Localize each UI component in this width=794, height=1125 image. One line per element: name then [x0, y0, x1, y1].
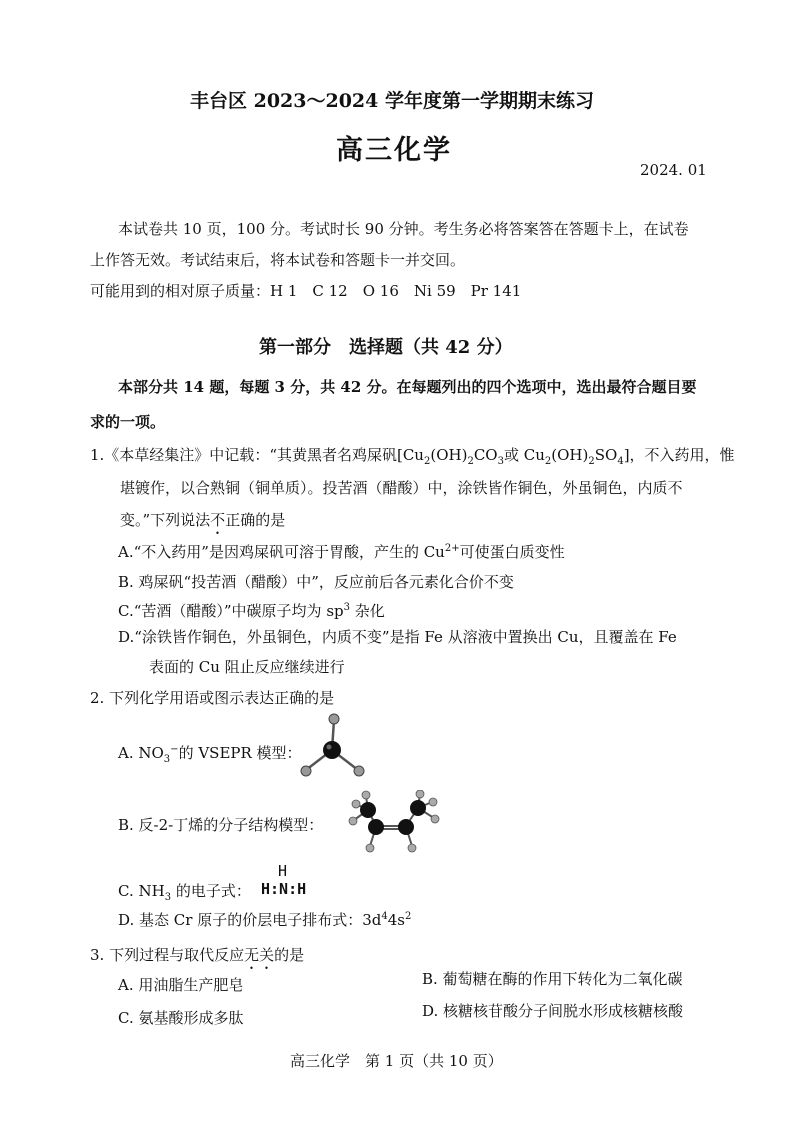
- q1-option-d-line-2: 表面的 Cu 阻止反应继续进行: [149, 658, 345, 676]
- q2-stem: 2. 下列化学用语或图示表达正确的是: [90, 689, 335, 707]
- instructions-line-1: 本试卷共 10 页，100 分。考试时长 90 分钟。考生务必将答案答在答题卡上，在试卷: [118, 220, 689, 238]
- section-desc-line-1: 本部分共 14 题，每题 3 分，共 42 分。在每题列出的四个选项中，选出最符合题目要: [118, 378, 697, 396]
- q3-option-b[interactable]: B. 葡萄糖在酶的作用下转化为二氧化碳: [422, 970, 683, 988]
- q2-option-a[interactable]: A. $NO_3^-$的 VSEPR 模型：: [118, 744, 302, 765]
- section-heading: 第一部分 选择题（共 42 分）: [259, 337, 513, 358]
- atomic-masses: 可能用到的相对原子质量：H 1 C 12 O 16 Ni 59 Pr 141: [90, 282, 522, 300]
- q3-option-d[interactable]: D. 核糖核苷酸分子间脱水形成核糖核酸: [422, 1002, 684, 1020]
- nh3-lewis-formula: H:N:H: [261, 880, 307, 898]
- q1-option-a[interactable]: A.“不入药用”是因鸡屎矾可溶于胃酸，产生的 $Cu^{2+}$可使蛋白质变性: [118, 543, 565, 561]
- vsepr-model-image: [292, 708, 372, 788]
- q3-stem: 3. 下列过程与取代反应无关的是: [90, 946, 305, 964]
- q1-stem-line-2: 堪镀作，以合熟铜（铜单质）。投苦酒（醋酸）中，涂铁皆作铜色，外虽铜色，内质不: [120, 479, 683, 497]
- q2-option-b[interactable]: B. 反-2-丁烯的分子结构模型：: [118, 816, 324, 834]
- nh3-lewis-top: H: [278, 862, 288, 880]
- section-desc-line-2: 求的一项。: [90, 413, 166, 431]
- q2-option-c[interactable]: C. $NH_3$ 的电子式：: [118, 882, 251, 903]
- page-footer: 高三化学 第 1 页（共 10 页）: [290, 1052, 503, 1070]
- q1-option-b[interactable]: B. 鸡屎矾“投苦酒（醋酸）中”，反应前后各元素化合价不变: [118, 573, 514, 591]
- q1-stem-line-3: 变。”下列说法不正确的是: [120, 511, 286, 529]
- instructions-line-2: 上作答无效。考试结束后，将本试卷和答题卡一并交回。: [90, 251, 466, 269]
- q1-option-c[interactable]: C.“苦酒（醋酸）”中碳原子均为 $sp^3$ 杂化: [118, 602, 385, 620]
- q1-option-d-line-1[interactable]: D.“涂铁皆作铜色，外虽铜色，内质不变”是指 Fe 从溶液中置换出 Cu，且覆盖在 Fe: [118, 628, 677, 646]
- q3-option-a[interactable]: A. 用油脂生产肥皂: [118, 976, 244, 994]
- q3-option-c[interactable]: C. 氨基酸形成多肽: [118, 1009, 244, 1027]
- subject-title: 高三化学: [336, 135, 452, 166]
- q1-stem-line-1: 1.《本草经集注》中记载：“其黄黑者名鸡屎矾[$Cu_2(OH)_2CO_3$或 $Cu_2(OH)_2SO_4$]，不入药用，惟: [90, 446, 735, 467]
- q2-option-d[interactable]: D. 基态 Cr 原子的价层电子排布式：$3d^44s^2$: [118, 911, 412, 929]
- trans-2-butene-model-image: [346, 790, 446, 856]
- exam-date: 2024. 01: [640, 161, 707, 179]
- exam-title: 丰台区 2023～2024 学年度第一学期期末练习: [190, 90, 594, 112]
